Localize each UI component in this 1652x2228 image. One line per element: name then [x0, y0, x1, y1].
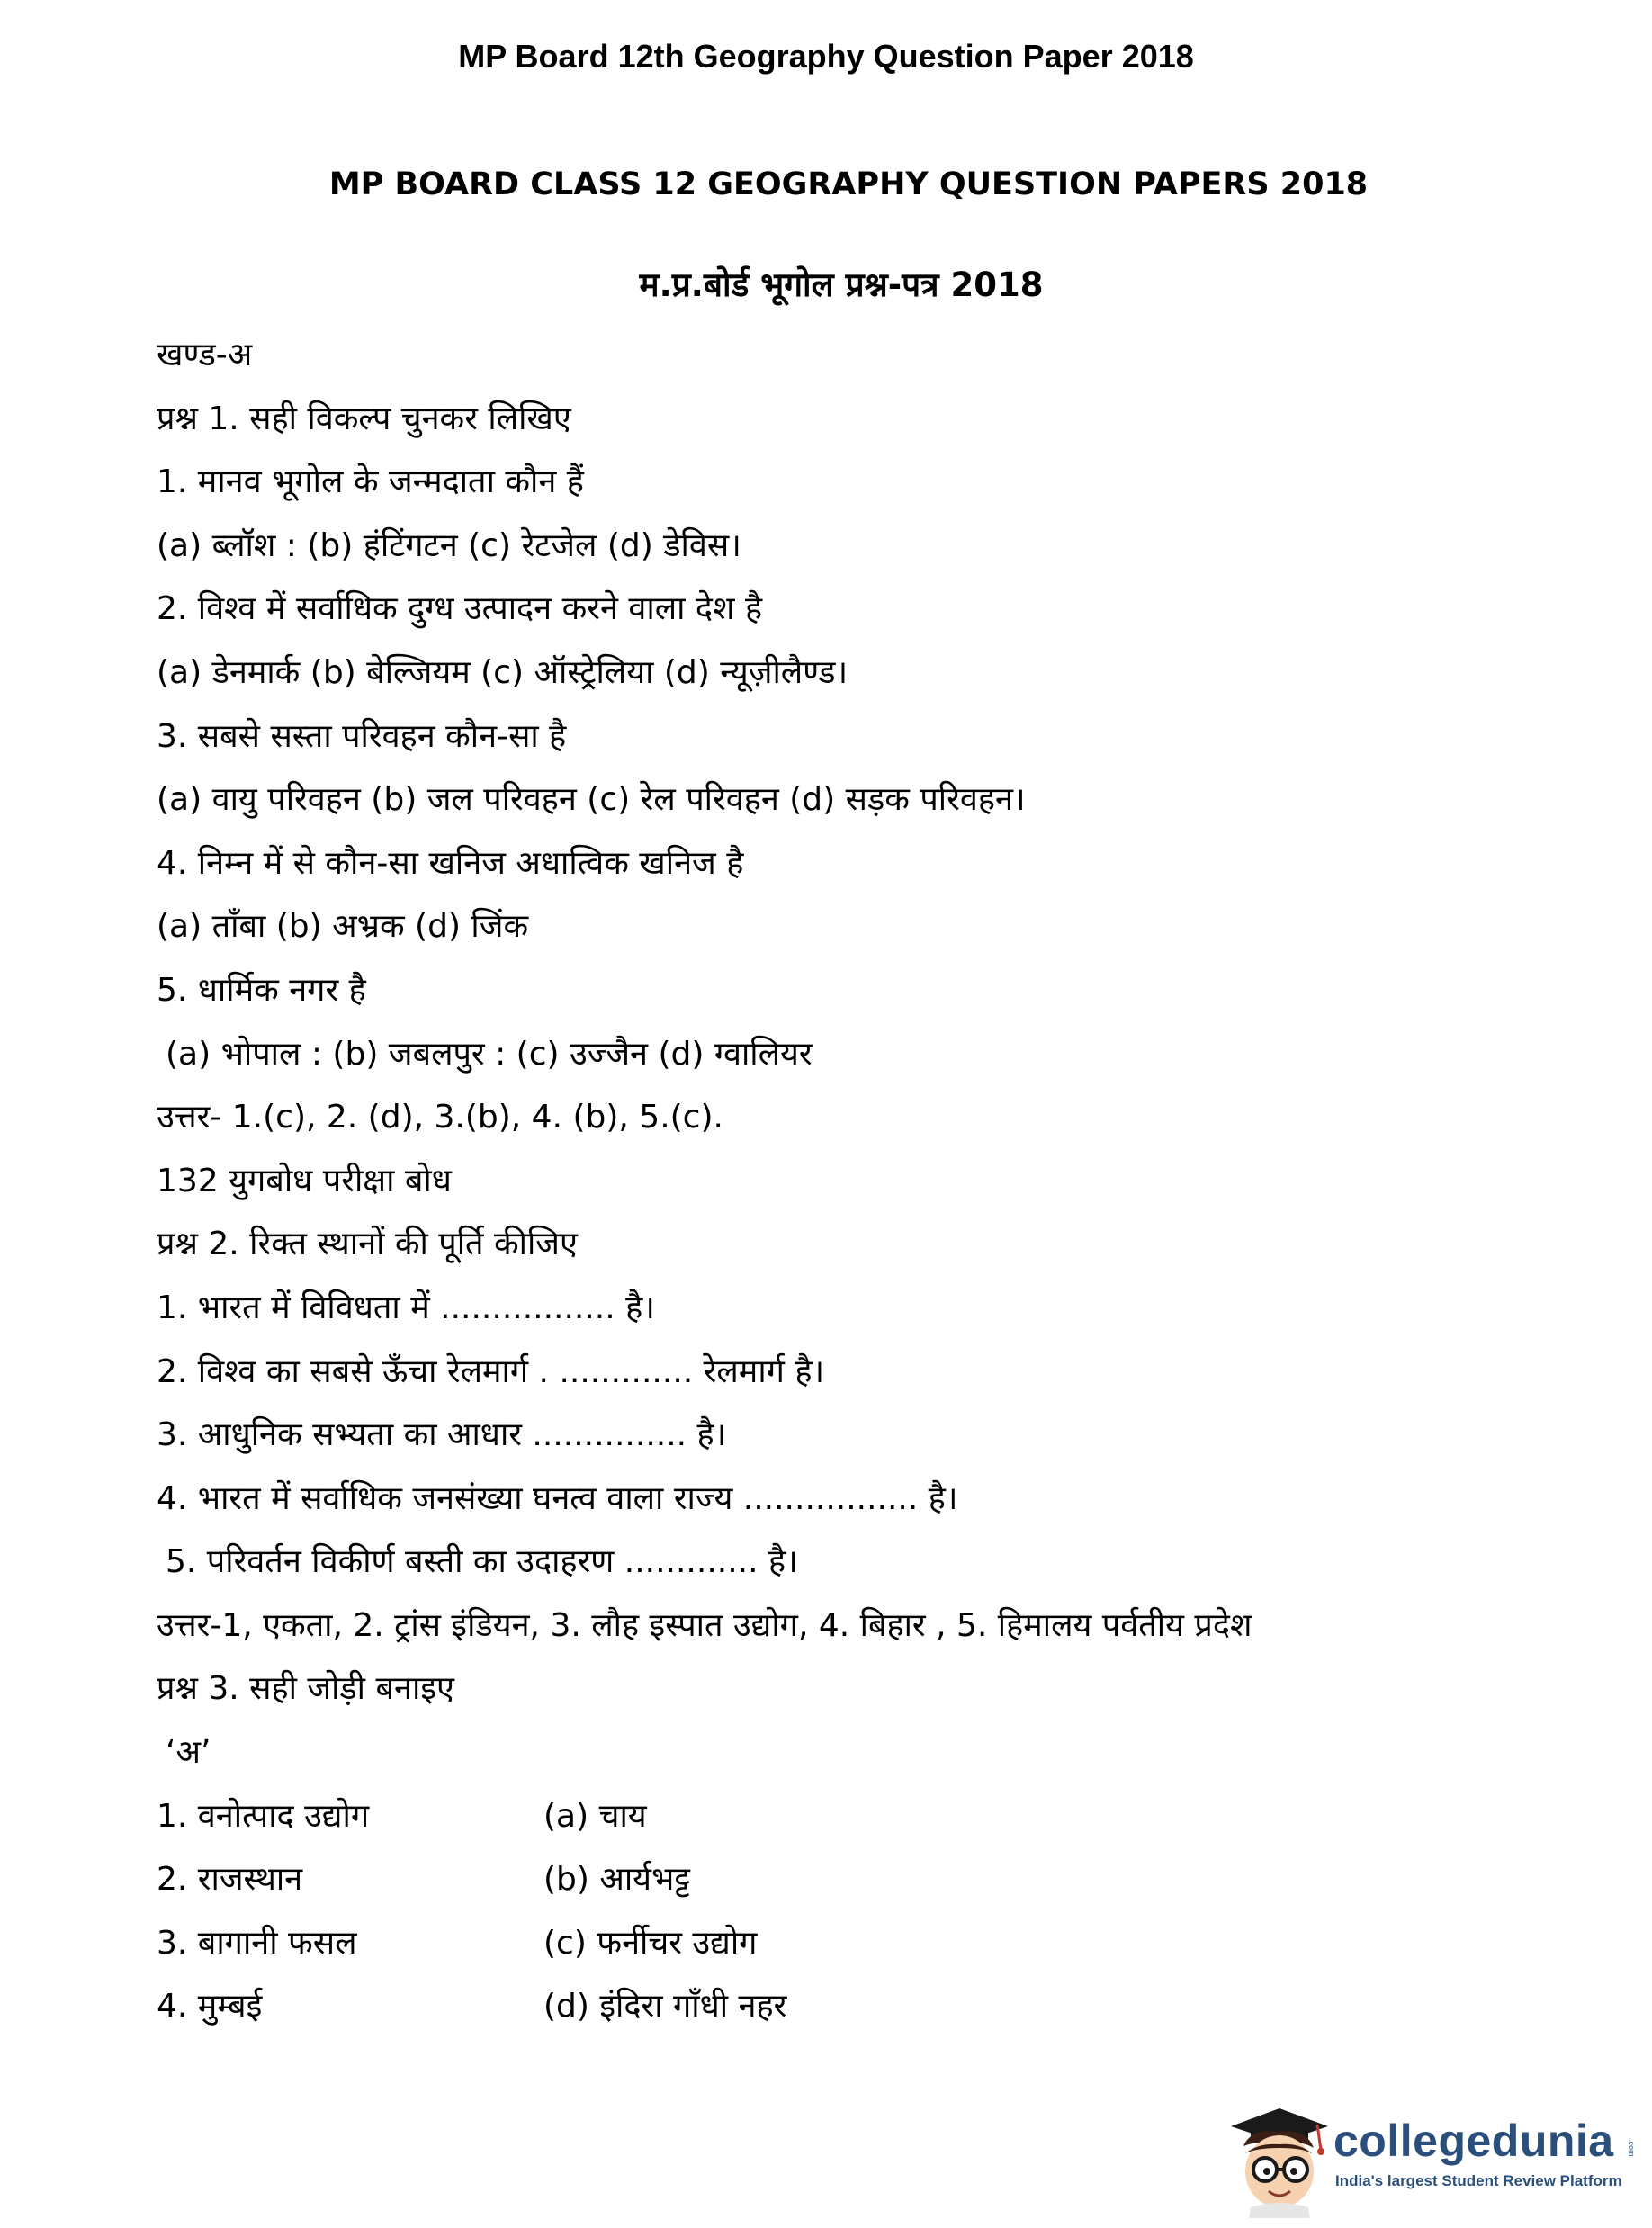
collegedunia-logo[interactable]	[1224, 2101, 1638, 2218]
section-heading: खण्ड-अ	[157, 337, 253, 373]
question-heading: प्रश्न 2. रिक्त स्थानों की पूर्ति कीजिए	[157, 1226, 578, 1263]
match-left: 4. मुम्बई	[157, 1988, 263, 2026]
question-line: 2. विश्व में सर्वाधिक दुग्ध उत्पादन करने वाला देश है	[157, 590, 763, 628]
options-line: (a) भोपाल : (b) जबलपुर : (c) उज्जैन (d) ग्वालियर	[166, 1035, 813, 1073]
match-left: 2. राजस्थान	[157, 1861, 303, 1899]
options-line: (a) ताँबा (b) अभ्रक (d) जिंक	[157, 908, 529, 946]
page-header-title: MP Board 12th Geography Question Paper 2018	[458, 38, 1194, 75]
question-line: 5. धार्मिक नगर है	[157, 971, 366, 1009]
match-left: 1. वनोत्पाद उद्योग	[157, 1797, 370, 1835]
match-right: (d) इंदिरा गाँधी नहर	[543, 1988, 787, 2026]
question-line: 5. परिवर्तन विकीर्ण बस्ती का उदाहरण ............. है।	[166, 1543, 798, 1581]
options-line: (a) वायु परिवहन (b) जल परिवहन (c) रेल परिवहन (d) सड़क परिवहन।	[157, 781, 1026, 819]
match-right: (b) आर्यभट्ट	[543, 1861, 690, 1899]
match-right: (a) चाय	[543, 1797, 647, 1835]
logo-wordmark: collegedunia	[1333, 2116, 1614, 2166]
question-line: 1. भारत में विविधता में ................. है।	[157, 1289, 655, 1326]
hindi-title: म.प्र.बोर्ड भूगोल प्रश्न-पत्र 2018	[639, 265, 1044, 304]
logo-tld: .com	[1627, 2139, 1636, 2157]
column-heading: ‘अ’	[166, 1734, 211, 1772]
question-line: 1. मानव भूगोल के जन्मदाता कौन हैं	[157, 463, 584, 501]
question-content	[157, 324, 1560, 2039]
logo-tagline: India's largest Student Review Platform	[1335, 2172, 1622, 2189]
answer-line: उत्तर-1, एकता, 2. ट्रांस इंडियन, 3. लौह इस्पात उद्योग, 4. बिहार , 5. हिमालय पर्वतीय प्रदेश	[157, 1606, 1252, 1644]
question-line: 2. विश्व का सबसे ऊँचा रेलमार्ग . ............. रेलमार्ग है।	[157, 1352, 825, 1390]
question-line: 4. निम्न में से कौन-सा खनिज अधात्विक खनिज है	[157, 844, 744, 882]
question-heading: प्रश्न 3. सही जोड़ी बनाइए	[157, 1670, 454, 1708]
match-pair-row	[157, 1848, 1560, 1912]
question-line: 3. सबसे सस्ता परिवहन कौन-सा है	[157, 717, 567, 755]
options-line: (a) ब्लॉश : (b) हंटिंगटन (c) रेटजेल (d) डेविस।	[157, 526, 741, 564]
match-pair-row	[157, 1785, 1560, 1849]
source-line: 132 युगबोध परीक्षा बोध	[157, 1162, 452, 1199]
question-line: 4. भारत में सर्वाधिक जनसंख्या घनत्व वाला राज्य ................. है।	[157, 1479, 958, 1517]
question-line: 3. आधुनिक सभ्यता का आधार ............... है।	[157, 1416, 727, 1454]
match-left: 3. बागानी फसल	[157, 1924, 357, 1962]
answer-line: उत्तर- 1.(c), 2. (d), 3.(b), 4. (b), 5.(c).	[157, 1099, 723, 1136]
match-pair-row	[157, 1975, 1560, 2039]
match-pair-row	[157, 1912, 1560, 1976]
mascot-icon	[1224, 2101, 1332, 2218]
question-heading: प्रश्न 1. सही विकल्प चुनकर लिखिए	[157, 400, 571, 437]
options-line: (a) डेनमार्क (b) बेल्जियम (c) ऑस्ट्रेलिया (d) न्यूज़ीलैण्ड।	[157, 653, 848, 691]
match-right: (c) फर्नीचर उद्योग	[543, 1924, 758, 1962]
document-title: MP BOARD CLASS 12 GEOGRAPHY QUESTION PAPERS 2018	[328, 166, 1369, 202]
